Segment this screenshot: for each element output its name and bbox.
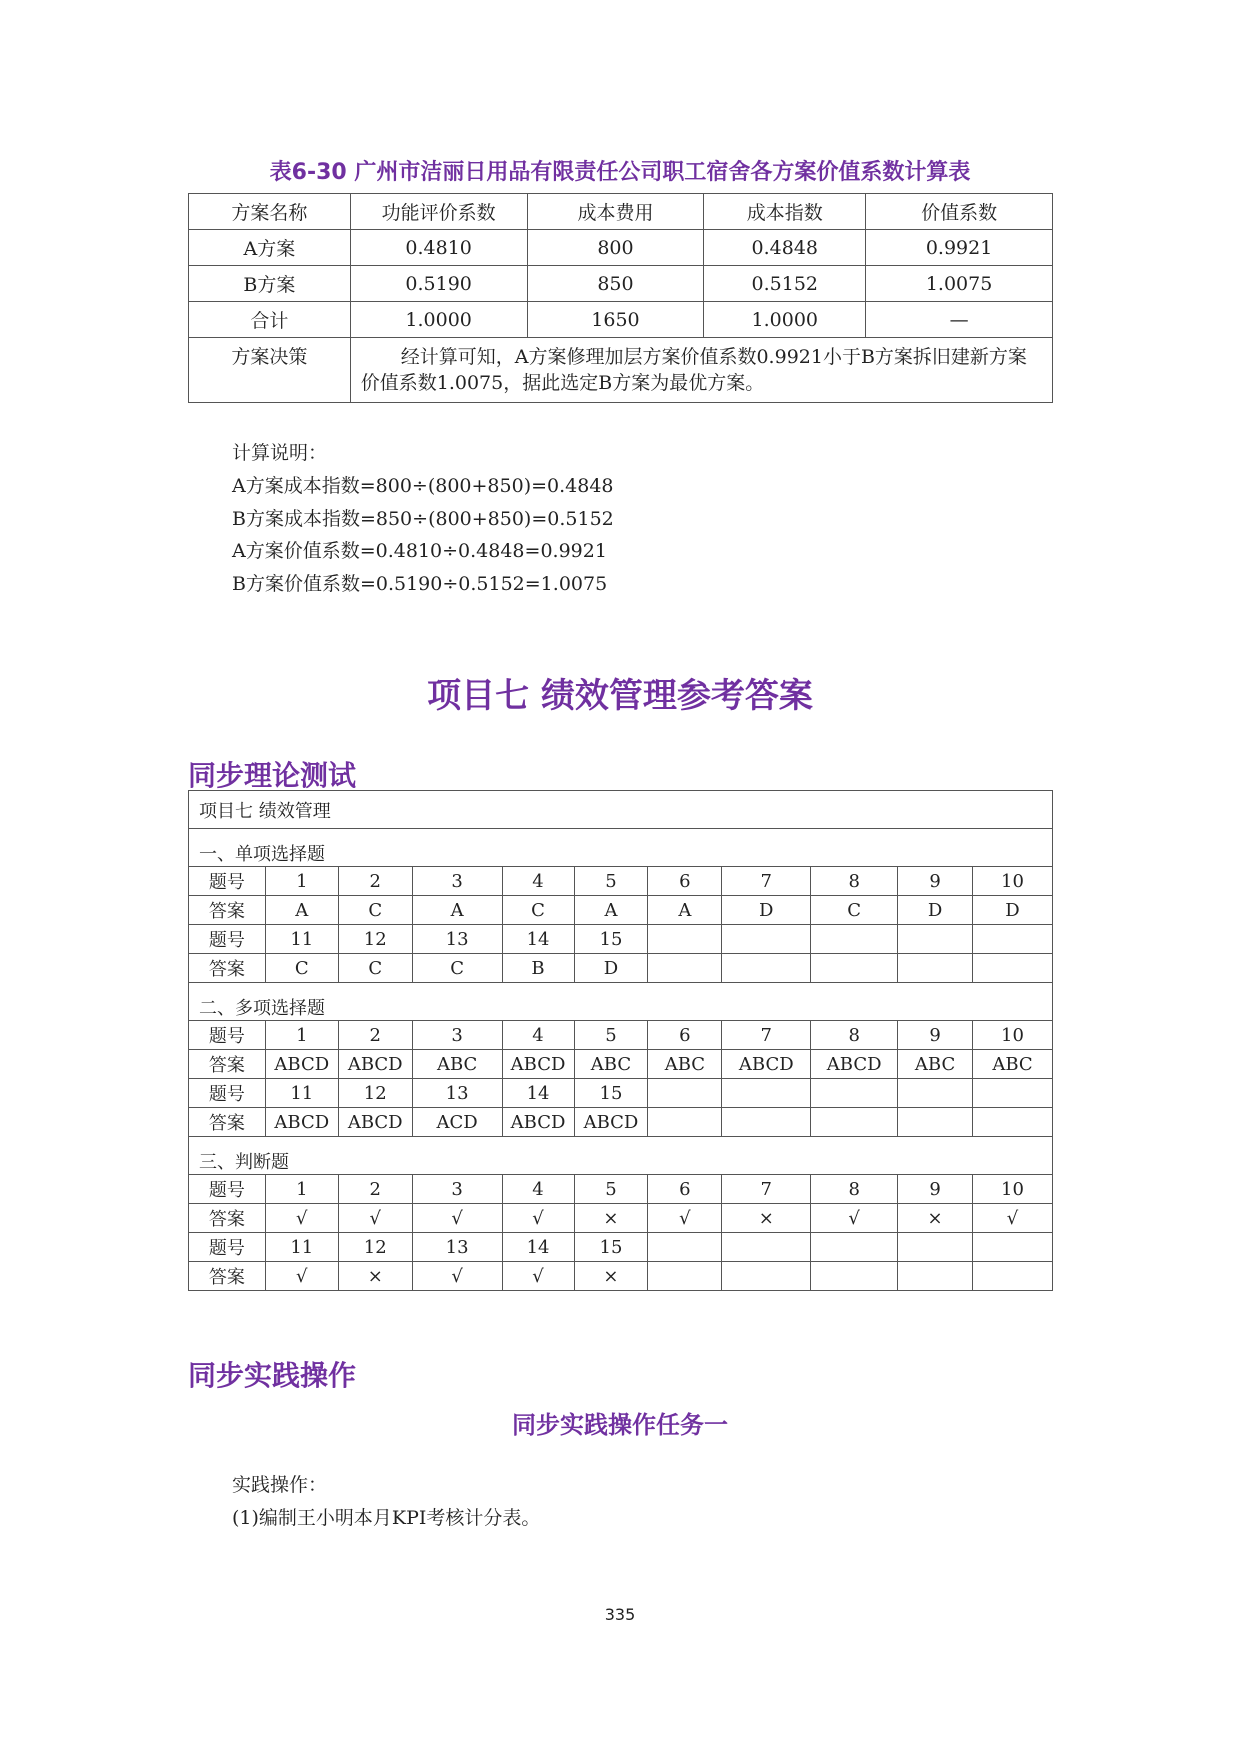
answer-cell: × <box>722 1204 811 1233</box>
table-caption: 表6-30 广州市洁丽日用品有限责任公司职工宿舍各方案价值系数计算表 <box>269 160 971 185</box>
row-label: 题号 <box>189 1079 266 1108</box>
row-label: 答案 <box>189 1108 266 1137</box>
answer-cell: 7 <box>722 1175 811 1204</box>
answer-row <box>189 1079 1053 1108</box>
answer-cell: 5 <box>574 1175 648 1204</box>
answer-cell: 7 <box>722 867 811 896</box>
answer-cell: √ <box>973 1204 1053 1233</box>
answer-cell <box>811 1233 898 1262</box>
answer-cell: A <box>265 896 338 925</box>
answer-cell <box>648 1108 722 1137</box>
answer-cell: 15 <box>574 1233 648 1262</box>
answer-row <box>189 1204 1053 1233</box>
answer-cell: D <box>722 896 811 925</box>
answer-cell: 9 <box>898 867 973 896</box>
answer-cell: C <box>338 896 412 925</box>
answer-table-header <box>189 791 1053 829</box>
answer-cell: 13 <box>412 1079 502 1108</box>
answer-cell <box>722 954 811 983</box>
answer-cell: ABC <box>648 1050 722 1079</box>
answer-row <box>189 954 1053 983</box>
answer-row <box>189 867 1053 896</box>
answer-cell <box>898 1079 973 1108</box>
answer-cell: × <box>574 1262 648 1291</box>
answer-cell: ABC <box>412 1050 502 1079</box>
answer-cell: 4 <box>502 1021 574 1050</box>
answer-cell <box>973 1233 1053 1262</box>
row-label: 答案 <box>189 1204 266 1233</box>
answer-cell: 8 <box>811 1175 898 1204</box>
answer-cell: 12 <box>338 1233 412 1262</box>
answer-cell <box>722 925 811 954</box>
answer-cell <box>722 1233 811 1262</box>
answer-cell: ABCD <box>811 1050 898 1079</box>
project-header: 项目七 绩效管理 <box>189 791 1053 829</box>
answer-cell: √ <box>412 1204 502 1233</box>
answer-row <box>189 1021 1053 1050</box>
answer-cell <box>973 954 1053 983</box>
answer-row <box>189 925 1053 954</box>
row-label: 题号 <box>189 1233 266 1262</box>
table-cell: 1.0000 <box>350 302 527 338</box>
answer-cell <box>811 954 898 983</box>
row-label: 题号 <box>189 1175 266 1204</box>
answer-cell: ACD <box>412 1108 502 1137</box>
section-title-row <box>189 983 1053 1021</box>
answer-cell: C <box>811 896 898 925</box>
row-label: 答案 <box>189 1050 266 1079</box>
answer-cell: 2 <box>338 1021 412 1050</box>
answer-cell: × <box>574 1204 648 1233</box>
answer-cell: A <box>412 896 502 925</box>
answer-cell <box>648 925 722 954</box>
answer-cell: ABC <box>574 1050 648 1079</box>
answer-cell: √ <box>502 1262 574 1291</box>
answer-cell: ABCD <box>338 1050 412 1079</box>
answer-cell: 10 <box>973 867 1053 896</box>
table-cell: 合计 <box>189 302 351 338</box>
row-label: 题号 <box>189 867 266 896</box>
table-cell: 0.5190 <box>350 266 527 302</box>
answer-cell: 11 <box>265 925 338 954</box>
row-label: 题号 <box>189 1021 266 1050</box>
answer-cell: √ <box>648 1204 722 1233</box>
value-coefficient-table <box>188 193 1053 403</box>
answer-cell: C <box>265 954 338 983</box>
decision-text: 经计算可知，A方案修理加层方案价值系数0.9921小于B方案拆旧建新方案价值系数1.0075，据此选定B方案为最优方案。 <box>350 338 1052 403</box>
answer-cell: ABCD <box>338 1108 412 1137</box>
row-label: 题号 <box>189 925 266 954</box>
column-header: 成本指数 <box>704 194 866 230</box>
answer-cell: 4 <box>502 867 574 896</box>
answer-cell <box>648 1233 722 1262</box>
answer-cell: 5 <box>574 1021 648 1050</box>
answer-cell: √ <box>265 1204 338 1233</box>
answer-cell: 1 <box>265 1021 338 1050</box>
table-cell: 0.5152 <box>704 266 866 302</box>
answer-cell: 15 <box>574 925 648 954</box>
calculation-line: B方案成本指数=850÷(800+850)=0.5152 <box>232 507 614 530</box>
answer-cell: C <box>338 954 412 983</box>
answer-cell <box>973 1262 1053 1291</box>
answer-cell: 6 <box>648 1175 722 1204</box>
answer-cell <box>648 1262 722 1291</box>
table-cell: 0.9921 <box>866 230 1053 266</box>
table-cell: 1.0075 <box>866 266 1053 302</box>
answer-cell: ABCD <box>574 1108 648 1137</box>
answer-cell: D <box>973 896 1053 925</box>
answer-cell: ABC <box>898 1050 973 1079</box>
row-label: 答案 <box>189 896 266 925</box>
notes-label: 计算说明： <box>232 442 328 464</box>
answer-cell: 14 <box>502 1233 574 1262</box>
answer-cell: ABCD <box>502 1050 574 1079</box>
table-row <box>189 266 1053 302</box>
answer-table <box>188 790 1053 1291</box>
answer-cell: 7 <box>722 1021 811 1050</box>
answer-cell: 5 <box>574 867 648 896</box>
table-row <box>189 302 1053 338</box>
answer-cell: 1 <box>265 1175 338 1204</box>
table-cell: 1650 <box>527 302 704 338</box>
table-row <box>189 230 1053 266</box>
table-cell: — <box>866 302 1053 338</box>
answer-cell: 9 <box>898 1175 973 1204</box>
answer-cell: ABCD <box>265 1108 338 1137</box>
answer-cell: ABCD <box>722 1050 811 1079</box>
answer-cell: √ <box>265 1262 338 1291</box>
table-cell: 1.0000 <box>704 302 866 338</box>
answer-row <box>189 1175 1053 1204</box>
answer-cell <box>811 1262 898 1291</box>
answer-cell: ABCD <box>265 1050 338 1079</box>
answer-cell: 12 <box>338 925 412 954</box>
answer-cell: 13 <box>412 1233 502 1262</box>
calculation-line: A方案成本指数=800÷(800+850)=0.4848 <box>232 474 614 497</box>
column-header: 成本费用 <box>527 194 704 230</box>
answer-cell: 10 <box>973 1021 1053 1050</box>
column-header: 价值系数 <box>866 194 1053 230</box>
section-title: 三、判断题 <box>189 1137 1053 1175</box>
answer-cell <box>722 1108 811 1137</box>
answer-cell <box>811 925 898 954</box>
answer-cell: C <box>412 954 502 983</box>
answer-cell: √ <box>502 1204 574 1233</box>
answer-cell <box>973 1108 1053 1137</box>
answer-cell: × <box>338 1262 412 1291</box>
section-heading-practice: 同步实践操作 <box>188 1359 357 1392</box>
answer-cell: ABCD <box>502 1108 574 1137</box>
table-cell: 800 <box>527 230 704 266</box>
answer-cell: √ <box>412 1262 502 1291</box>
decision-label: 方案决策 <box>189 338 351 403</box>
answer-cell <box>973 1079 1053 1108</box>
answer-cell: 12 <box>338 1079 412 1108</box>
table-cell: 850 <box>527 266 704 302</box>
answer-cell: 8 <box>811 1021 898 1050</box>
decision-row <box>189 338 1053 403</box>
answer-cell: A <box>574 896 648 925</box>
section-title-row <box>189 1137 1053 1175</box>
answer-cell <box>811 1079 898 1108</box>
answer-cell <box>722 1262 811 1291</box>
answer-cell: × <box>898 1204 973 1233</box>
answer-cell: C <box>502 896 574 925</box>
answer-cell: 6 <box>648 1021 722 1050</box>
answer-cell: 3 <box>412 867 502 896</box>
section-heading-theory: 同步理论测试 <box>188 759 357 792</box>
answer-cell: 8 <box>811 867 898 896</box>
answer-cell: 3 <box>412 1021 502 1050</box>
answer-cell <box>648 954 722 983</box>
row-label: 答案 <box>189 1262 266 1291</box>
answer-cell: √ <box>811 1204 898 1233</box>
answer-cell: 15 <box>574 1079 648 1108</box>
answer-cell: B <box>502 954 574 983</box>
answer-cell <box>898 1262 973 1291</box>
answer-cell <box>811 1108 898 1137</box>
calculation-line: B方案价值系数=0.5190÷0.5152=1.0075 <box>232 573 608 596</box>
answer-cell: 14 <box>502 1079 574 1108</box>
table-cell: 0.4848 <box>704 230 866 266</box>
task-title: 同步实践操作任务一 <box>512 1411 728 1439</box>
answer-cell: 9 <box>898 1021 973 1050</box>
answer-cell <box>898 1108 973 1137</box>
answer-cell: 3 <box>412 1175 502 1204</box>
answer-cell: 2 <box>338 1175 412 1204</box>
answer-cell: A <box>648 896 722 925</box>
answer-cell: D <box>574 954 648 983</box>
answer-cell <box>722 1079 811 1108</box>
answer-row <box>189 1050 1053 1079</box>
section-title: 二、多项选择题 <box>189 983 1053 1021</box>
answer-row <box>189 896 1053 925</box>
answer-cell <box>898 954 973 983</box>
column-header: 功能评价系数 <box>350 194 527 230</box>
table-cell: 0.4810 <box>350 230 527 266</box>
answer-cell <box>898 1233 973 1262</box>
row-label: 答案 <box>189 954 266 983</box>
page-number: 335 <box>604 1605 636 1624</box>
answer-cell: 11 <box>265 1233 338 1262</box>
answer-cell <box>648 1079 722 1108</box>
table-header-row <box>189 194 1053 230</box>
answer-cell: ABC <box>973 1050 1053 1079</box>
answer-row <box>189 1108 1053 1137</box>
answer-cell: 13 <box>412 925 502 954</box>
answer-cell <box>973 925 1053 954</box>
answer-cell: 6 <box>648 867 722 896</box>
practice-label: 实践操作： <box>232 1474 328 1496</box>
answer-cell: 14 <box>502 925 574 954</box>
answer-cell: √ <box>338 1204 412 1233</box>
table-cell: B方案 <box>189 266 351 302</box>
answer-cell <box>898 925 973 954</box>
calculation-line: A方案价值系数=0.4810÷0.4848=0.9921 <box>232 540 607 563</box>
section-title: 一、单项选择题 <box>189 829 1053 867</box>
answer-cell: 1 <box>265 867 338 896</box>
section-title-row <box>189 829 1053 867</box>
answer-row <box>189 1262 1053 1291</box>
answer-cell: 11 <box>265 1079 338 1108</box>
practice-item: (1)编制王小明本月KPI考核计分表。 <box>232 1507 541 1529</box>
answer-cell: D <box>898 896 973 925</box>
answer-cell: 4 <box>502 1175 574 1204</box>
column-header: 方案名称 <box>189 194 351 230</box>
chapter-title: 项目七 绩效管理参考答案 <box>427 676 813 716</box>
answer-cell: 10 <box>973 1175 1053 1204</box>
answer-cell: 2 <box>338 867 412 896</box>
table-cell: A方案 <box>189 230 351 266</box>
answer-row <box>189 1233 1053 1262</box>
